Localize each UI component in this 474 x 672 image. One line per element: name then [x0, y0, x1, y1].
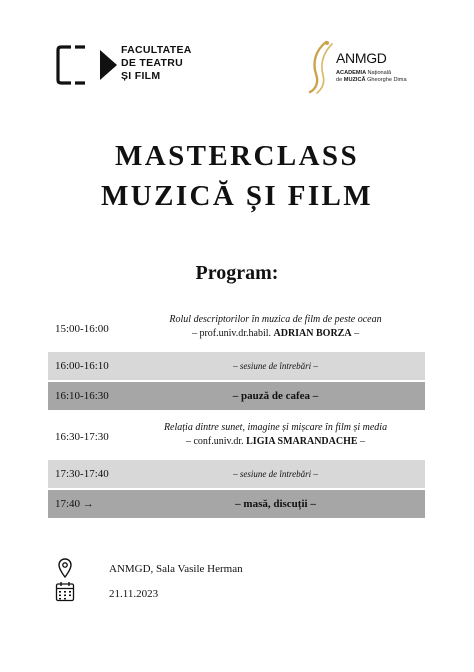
- schedule-time: 16:10-16:30: [55, 390, 109, 402]
- event-title-line-1: MASTERCLASS: [115, 140, 359, 172]
- schedule-row-dinner: [48, 490, 425, 518]
- schedule-row-break: [48, 382, 425, 410]
- schedule-label: – pauză de cafea –: [232, 390, 319, 402]
- talk-speaker: – prof.univ.dr.habil. ADRIAN BORZA –: [191, 328, 360, 339]
- schedule-label: – sesiune de întrebări –: [233, 469, 318, 479]
- academy-emblem-icon: [306, 40, 338, 94]
- faculty-logo-line: ȘI FILM: [121, 70, 161, 82]
- schedule-time: 16:00-16:10: [55, 360, 109, 372]
- header: [0, 0, 474, 110]
- map-pin-icon: [58, 558, 72, 578]
- schedule-time: 17:40 →: [55, 498, 94, 510]
- event-date: 21.11.2023: [109, 588, 159, 600]
- academy-logo-subtitle: ACADEMIA Națională de MUZICĂ Gheorghe Dima: [336, 70, 407, 83]
- schedule-time: 16:30-17:30: [55, 431, 109, 443]
- talk-topic: Relația dintre sunet, imagine și mișcare în film și media: [163, 422, 388, 433]
- talk-speaker: – conf.univ.dr. LIGIA SMARANDACHE –: [185, 436, 366, 447]
- faculty-logo-text: [121, 44, 192, 83]
- schedule-row-questions: [48, 352, 425, 380]
- event-title-line-2: MUZICĂ ȘI FILM: [100, 180, 374, 212]
- schedule-row-talk: [48, 412, 425, 458]
- faculty-logo-line: FACULTATEA: [121, 44, 192, 56]
- schedule-time: 17:30-17:40: [55, 468, 109, 480]
- schedule-row-questions: [48, 460, 425, 488]
- faculty-logo-line: DE TEATRU: [121, 57, 184, 69]
- schedule-description: [126, 421, 425, 449]
- program-heading: Program:: [195, 262, 279, 284]
- academy-logo-short: ANMGD: [336, 50, 387, 66]
- schedule-row-talk: [48, 304, 425, 350]
- academy-logo: [306, 40, 426, 95]
- schedule-label: – masă, discuții –: [235, 498, 316, 510]
- event-location: ANMGD, Sala Vasile Herman: [109, 563, 243, 575]
- schedule-time: 15:00-16:00: [55, 323, 109, 335]
- calendar-icon: [55, 581, 75, 602]
- schedule-label: – sesiune de întrebări –: [233, 361, 318, 371]
- schedule-table: [48, 304, 425, 520]
- faculty-logo-icon: [55, 44, 125, 86]
- schedule-description: [126, 313, 425, 341]
- talk-topic: Rolul descriptorilor în muzica de film de peste ocean: [169, 314, 382, 325]
